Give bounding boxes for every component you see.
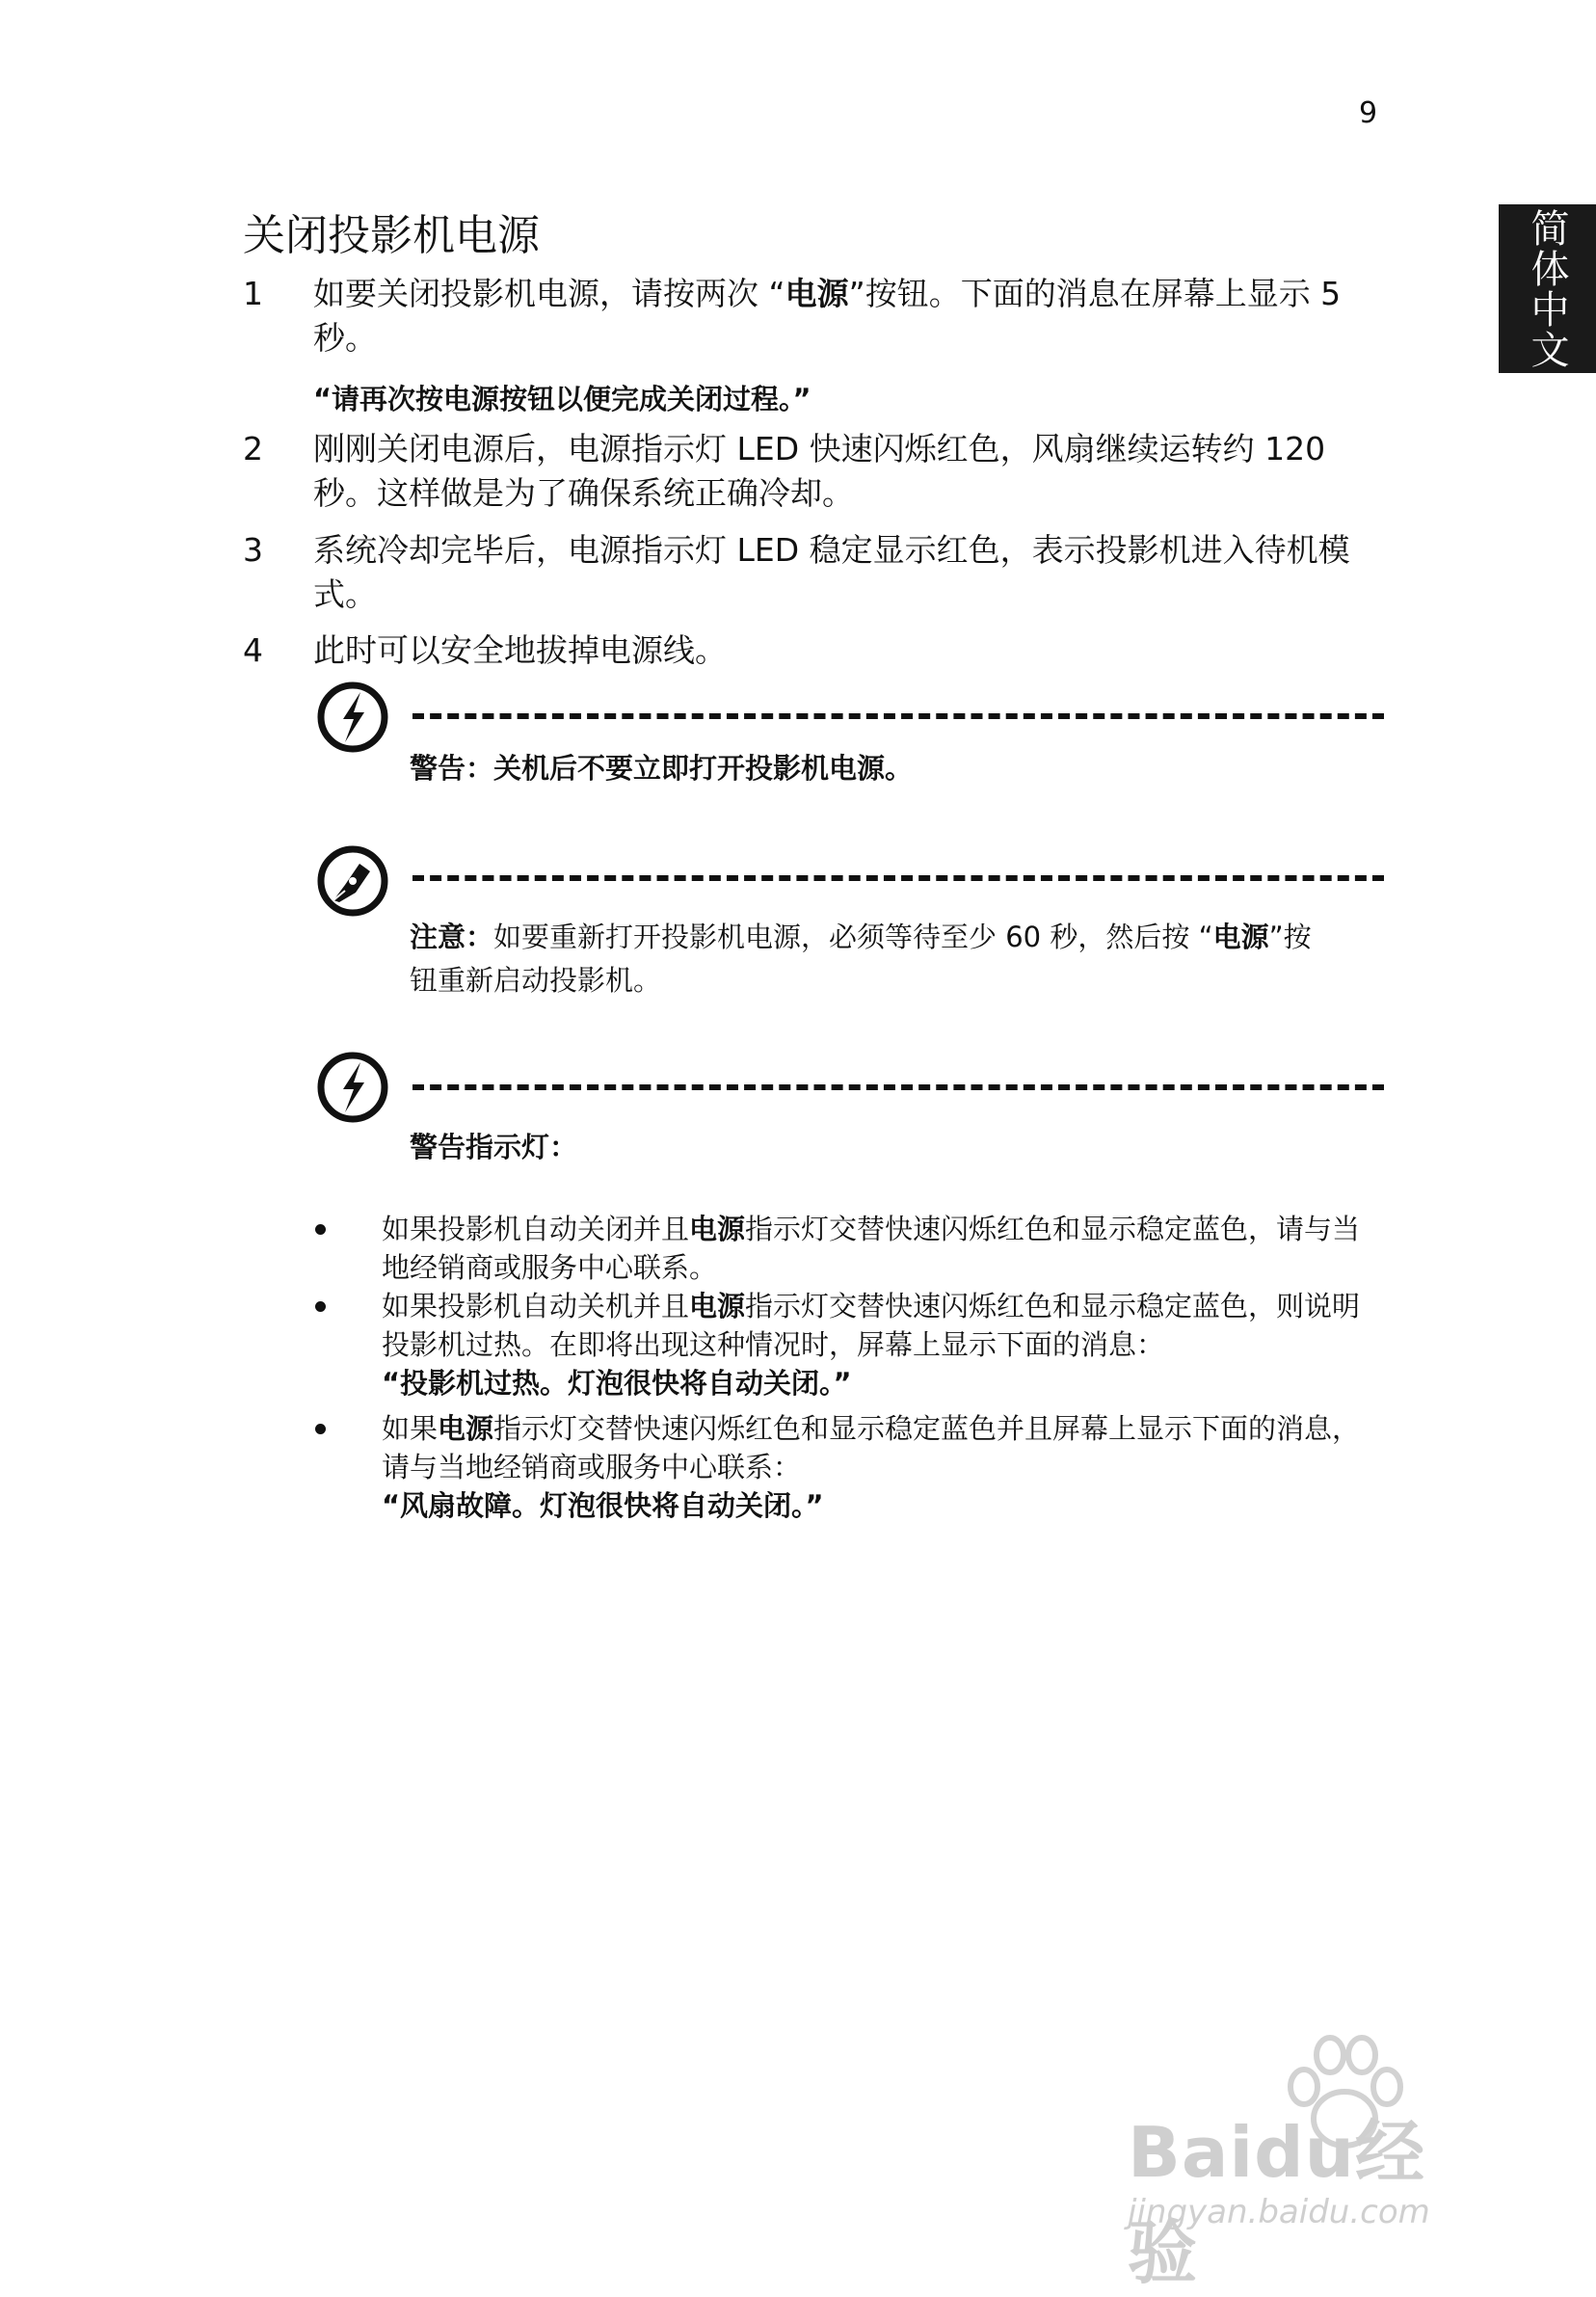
step-number: 4 — [243, 631, 263, 669]
step-4 — [243, 628, 1370, 673]
divider — [412, 713, 1384, 719]
baidu-watermark — [1108, 2034, 1494, 2293]
fan-failure-message: “风扇故障。灯泡很快将自动关闭。” — [382, 1489, 824, 1522]
list-item: 如果投影机自动关机并且电源指示灯交替快速闪烁红色和显示稳定蓝色，则说明投影机过热。在即将出现这种情况时，屏幕上显示下面的消息： “投影机过热。灯泡很快将自动关闭。” — [313, 1287, 1383, 1402]
step-number: 2 — [243, 430, 263, 467]
step-text: 此时可以安全地拔掉电源线。 — [313, 631, 727, 669]
shutdown-message: “请再次按电源按钮以便完成关闭过程。” — [313, 383, 811, 415]
overheat-message: “投影机过热。灯泡很快将自动关闭。” — [382, 1367, 852, 1400]
list-item: 如果投影机自动关闭并且电源指示灯交替快速闪烁红色和显示稳定蓝色，请与当地经销商或服务中心联系。 — [313, 1210, 1383, 1287]
warning-lightning-icon — [316, 1051, 389, 1124]
step-text: 系统冷却完毕后，电源指示灯 LED 稳定显示红色，表示投影机进入待机模式。 — [313, 531, 1350, 613]
watermark-logo: Baidu经验 — [1128, 2112, 1425, 2293]
list-item: 如果电源指示灯交替快速闪烁红色和显示稳定蓝色并且屏幕上显示下面的消息，请与当地经销商或服务中心联系： “风扇故障。灯泡很快将自动关闭。” — [313, 1409, 1383, 1525]
step-number: 3 — [243, 531, 263, 569]
bullet-dot — [315, 1301, 326, 1312]
bullet-dot — [315, 1424, 326, 1434]
note-text: 注意：如要重新打开投影机电源，必须等待至少 60 秒，然后按 “电源”按钮重新启动投影机。 — [410, 921, 1312, 997]
step-3 — [243, 528, 1370, 617]
divider — [412, 875, 1384, 881]
watermark-url: jingyan.baidu.com — [1128, 2193, 1430, 2231]
note-pen-icon — [316, 844, 389, 918]
step-text: 刚刚关闭电源后，电源指示灯 LED 快速闪烁红色，风扇继续运转约 120 秒。这样做是为了确保系统正确冷却。 — [313, 430, 1326, 512]
language-tab — [1499, 204, 1596, 373]
page-number: 9 — [1359, 96, 1378, 130]
language-tab-label: 简体中文 — [1525, 207, 1569, 370]
step-text: 如要关闭投影机电源，请按两次 “电源”按钮。下面的消息在屏幕上显示 5 秒。 — [313, 275, 1342, 357]
warning-text: 警告：关机后不要立即打开投影机电源。 — [410, 752, 914, 785]
bullet-dot — [315, 1224, 326, 1235]
warning-lightning-icon — [316, 681, 389, 754]
section-title: 关闭投影机电源 — [243, 211, 540, 260]
step-1 — [243, 272, 1370, 361]
step-2 — [243, 427, 1370, 516]
divider — [412, 1084, 1384, 1090]
warning-indicator-heading: 警告指示灯： — [410, 1131, 578, 1163]
step-number: 1 — [243, 275, 263, 312]
